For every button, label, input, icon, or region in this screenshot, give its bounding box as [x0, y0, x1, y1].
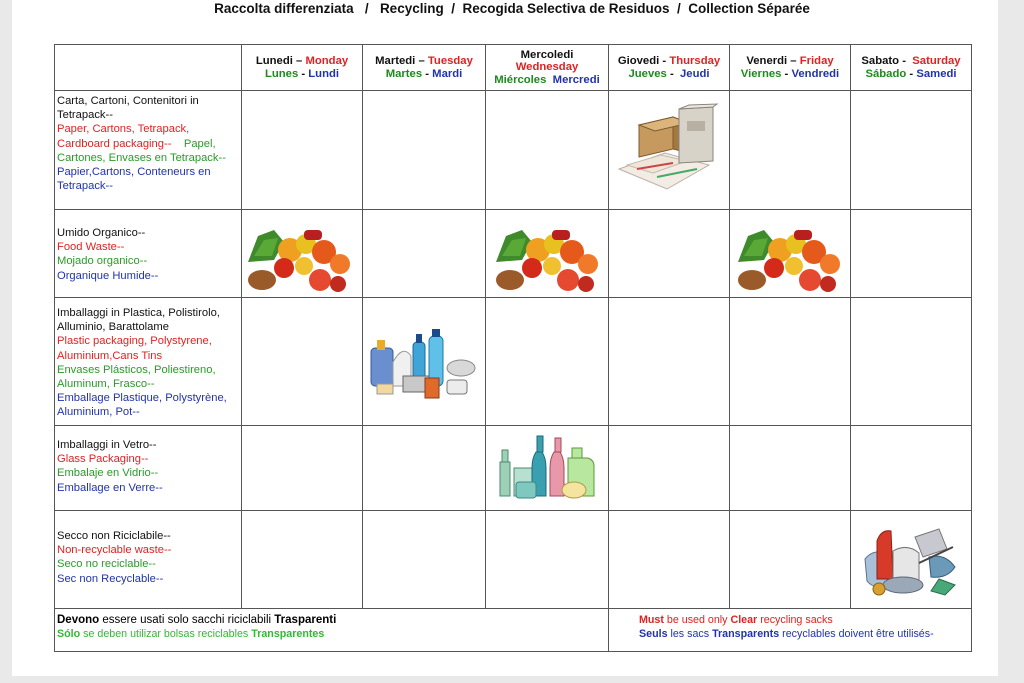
schedule-cell-glass-wednesday	[486, 426, 609, 511]
footer-italian: Devono essere usati solo sacchi riciclabili Trasparenti	[57, 614, 337, 626]
waste-row-organic	[55, 210, 972, 298]
waste-label-paper: Carta, Cartoni, Contenitori in Tetrapack-- Paper, Cartons, Tetrapack, Cardboard packaging-- Papel, Cartones, Envases en Tetrapack-- Papier,Cartons, Conteneurs en Tetrapack--	[55, 91, 242, 210]
waste-row-non-recyclable	[55, 511, 972, 609]
schedule-cell	[363, 210, 486, 298]
schedule-cell-organic-wednesday	[486, 210, 609, 298]
day-fr: Vendredi	[791, 67, 840, 80]
footer-spanish: Sólo se deben utilizar bolsas reciclables Transparentes	[57, 628, 325, 640]
schedule-cell	[851, 91, 972, 210]
footer-left	[55, 609, 609, 652]
food-waste-icon	[244, 222, 352, 296]
schedule-cell	[730, 511, 851, 609]
schedule-cell	[486, 91, 609, 210]
schedule-cell	[363, 91, 486, 210]
day-it: Lunedi	[255, 54, 293, 67]
day-it: Sabato	[861, 54, 900, 67]
schedule-cell	[486, 298, 609, 426]
day-header-monday: Lunedi – Monday Lunes - Lundi	[242, 45, 363, 91]
day-it: Giovedi	[617, 54, 660, 67]
footer-english: Must be used only Clear recycling sacks	[639, 614, 833, 626]
glass-bottles-icon	[494, 432, 598, 502]
schedule-cell	[730, 298, 851, 426]
waste-row-glass	[55, 426, 972, 511]
day-en: Saturday	[912, 54, 961, 67]
footer-french: Seuls les sacs Transparents recyclables doivent être utilisés-	[639, 628, 934, 640]
schedule-cell	[609, 210, 730, 298]
day-es: Sábado	[865, 67, 907, 80]
day-en: Tuesday	[427, 54, 473, 67]
day-it: Martedi	[375, 54, 416, 67]
schedule-cell	[242, 91, 363, 210]
day-header-friday: Venerdi – Friday Viernes - Vendredi	[730, 45, 851, 91]
day-fr: Samedi	[916, 67, 957, 80]
food-waste-icon	[734, 222, 842, 296]
day-header-thursday: Giovedi - Thursday Jueves - Jeudi	[609, 45, 730, 91]
day-fr: Mercredi	[552, 73, 600, 86]
waste-label-plastic: Imballaggi in Plastica, Polistirolo, Alluminio, Barattolame Plastic packaging, Polystyrene, Aluminium,Cans Tins Envases Plásticos, Poliestireno, Aluminum, Frasco-- Emballage Plastique, Polystyrène, Aluminium, Pot--	[55, 298, 242, 426]
schedule-cell	[242, 426, 363, 511]
schedule-cell	[851, 210, 972, 298]
day-it: Mercoledi	[520, 48, 574, 61]
schedule-cell	[486, 511, 609, 609]
schedule-cell-organic-monday	[242, 210, 363, 298]
schedule-cell	[609, 298, 730, 426]
day-es: Martes	[385, 67, 423, 80]
schedule-cell	[242, 511, 363, 609]
footer-right	[609, 609, 972, 652]
day-es: Lunes	[264, 67, 299, 80]
day-en: Thursday	[669, 54, 721, 67]
schedule-cell	[609, 511, 730, 609]
page-title: Raccolta differenziata / Recycling / Recogida Selectiva de Residuos / Collection Séparée	[214, 1, 810, 16]
recycling-schedule-table	[54, 44, 972, 652]
cardboard-boxes-icon	[617, 103, 721, 195]
schedule-cell-paper-thursday	[609, 91, 730, 210]
day-header-wednesday	[486, 45, 609, 91]
header-corner	[55, 45, 242, 91]
day-header-tuesday: Martedi – Tuesday Martes - Mardi	[363, 45, 486, 91]
waste-label-non-recyclable: Secco non Riciclabile-- Non-recyclable waste-- Seco no reciclable-- Sec non Recyclable--	[55, 511, 242, 609]
waste-row-plastic	[55, 298, 972, 426]
day-fr: Lundi	[308, 67, 340, 80]
waste-label-organic: Umido Organico-- Food Waste-- Mojado organico-- Organique Humide--	[55, 210, 242, 298]
footer-row	[55, 609, 972, 652]
day-fr: Jeudi	[680, 67, 710, 80]
day-fr: Mardi	[432, 67, 463, 80]
schedule-cell-non-recyclable-saturday	[851, 511, 972, 609]
plastic-packaging-icon	[367, 328, 479, 402]
day-es: Miércoles	[494, 73, 547, 86]
schedule-cell	[730, 91, 851, 210]
day-en: Monday	[305, 54, 349, 67]
schedule-cell	[242, 298, 363, 426]
day-es: Jueves	[628, 67, 667, 80]
day-es: Viernes	[740, 67, 782, 80]
day-en: Friday	[799, 54, 834, 67]
non-recyclable-waste-icon	[859, 523, 965, 603]
schedule-cell	[851, 298, 972, 426]
schedule-cell	[730, 426, 851, 511]
day-header-saturday: Sabato - Saturday Sábado - Samedi	[851, 45, 972, 91]
day-en: Wednesday	[515, 61, 579, 74]
schedule-cell	[851, 426, 972, 511]
header-row	[55, 45, 972, 91]
food-waste-icon	[492, 222, 600, 296]
schedule-cell	[363, 426, 486, 511]
waste-label-glass: Imballaggi in Vetro-- Glass Packaging-- Embalaje en Vidrio-- Emballage en Verre--	[55, 426, 242, 511]
schedule-cell	[363, 511, 486, 609]
waste-row-paper	[55, 91, 972, 210]
schedule-cell-plastic-tuesday	[363, 298, 486, 426]
schedule-cell-organic-friday	[730, 210, 851, 298]
schedule-cell	[609, 426, 730, 511]
day-it: Venerdi	[746, 54, 788, 67]
